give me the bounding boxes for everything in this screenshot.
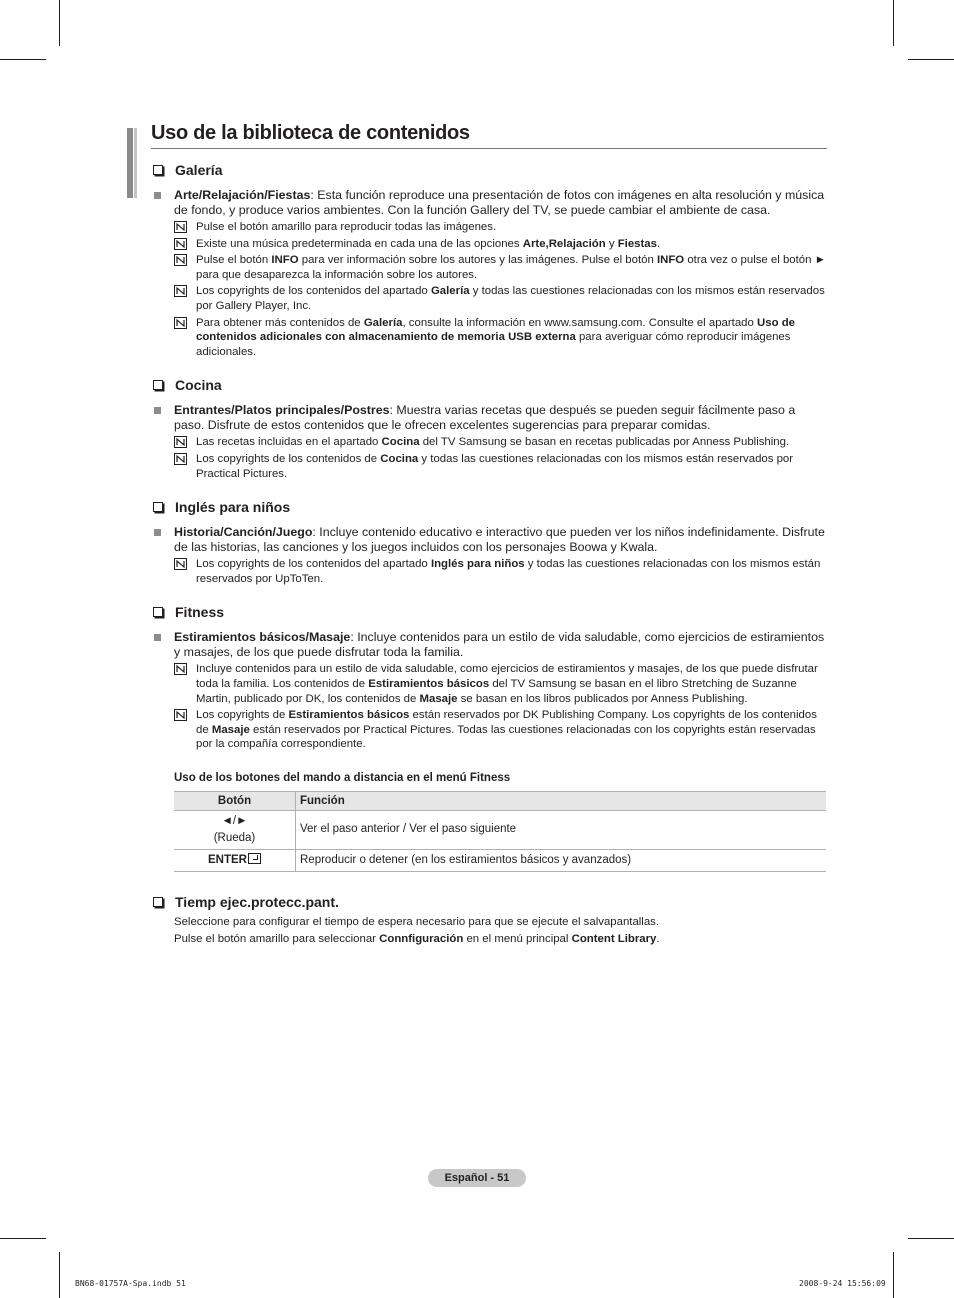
section-heading-text: Tiemp ejec.protecc.pant. <box>175 893 339 910</box>
note-text: y todas las cuestiones relacionadas con los mismos están reservados por Gallery Player, Inc. <box>196 285 825 312</box>
bullet-item <box>151 525 827 555</box>
note-icon <box>174 254 187 266</box>
note-bold: INFO <box>271 254 299 267</box>
crop-mark <box>908 1238 954 1239</box>
table-cell-function: Reproducir o detener (en los estiramientos básicos y avanzados) <box>296 849 827 871</box>
page-number-badge: Español - 51 <box>428 1169 526 1187</box>
note-text: del TV Samsung se basan en recetas publicadas por Anness Publishing. <box>419 436 790 449</box>
bullet-bold: Historia/Canción/Juego <box>174 525 313 540</box>
note-item <box>151 253 827 282</box>
table-header-row <box>174 791 826 810</box>
note-bold: Galería <box>430 285 470 298</box>
bullet-text: : Esta función reproduce una presentación de fotos con imágenes en alta resolución y música de fondo, y produce varios ambientes. Con la función Gallery del TV, se puede cambiar el ambiente de casa. <box>174 188 825 217</box>
arrow-buttons-label: ◄/► <box>221 814 248 827</box>
note-bold: Masaje <box>211 723 250 736</box>
bullet-item <box>151 403 827 433</box>
note-text: y todas las cuestiones relacionadas con los mismos están reservados por UpToTen. <box>196 558 821 585</box>
note-item <box>151 435 827 450</box>
note-item <box>151 237 827 252</box>
note-item <box>151 220 827 235</box>
bullet-text: : Incluye contenido educativo e interactivo que pueden ver los niños indefinidamente. Disfrute de las historias, las canciones y los juegos incluidos con los personajes Boowa y Kwala. <box>174 525 825 555</box>
table-cell-function: Ver el paso anterior / Ver el paso siguiente <box>296 810 827 849</box>
note-item <box>151 452 827 481</box>
note-text: Pulse el botón <box>196 254 272 267</box>
section-fitness <box>151 602 827 872</box>
crop-mark <box>0 59 46 60</box>
table-header-cell: Función <box>296 791 827 810</box>
square-bullet-icon <box>154 407 161 414</box>
checkbox-icon <box>153 897 163 907</box>
table-row <box>174 810 826 849</box>
section-cocina <box>151 375 827 481</box>
note-text: Existe una música predeterminada en cada una de las opciones <box>196 237 523 250</box>
note-icon <box>174 709 187 721</box>
note-text: , consulte la información en www.samsung.com. Consulte el apartado <box>402 316 758 329</box>
bullet-bold: Estiramientos básicos/Masaje <box>174 630 351 645</box>
note-text: Los copyrights de los contenidos de <box>196 452 381 465</box>
body-text-part: en el menú principal <box>463 932 572 945</box>
title-accent-bar <box>127 128 133 198</box>
note-text: Incluye contenidos para un estilo de vida saludable, como ejercicios de estiramientos y masajes, de los que puede disfrutar toda la familia. Los contenidos de <box>196 663 818 690</box>
note-text: para ver información sobre los autores y las imágenes. Pulse el botón <box>298 254 657 267</box>
title-accent-bar-light <box>134 128 137 198</box>
section-heading <box>151 602 827 622</box>
crop-mark <box>893 1252 894 1298</box>
note-text: están reservados por Practical Pictures. Todas las cuestiones relacionadas con los copyrights están reservadas por la compañía correspondiente. <box>196 723 816 751</box>
note-bold: Estiramientos básicos <box>368 677 490 690</box>
note-text: Para obtener más contenidos de <box>196 316 364 329</box>
bullet-text: : Incluye contenidos para un estilo de vida saludable, como ejercicios de estiramientos y masajes, de los que puede disfrutar toda la familia. <box>174 630 825 660</box>
note-text: para averiguar cómo reproducir imágenes adicionales. <box>196 331 791 358</box>
note-item <box>151 284 827 313</box>
note-bold: Masaje <box>419 692 458 705</box>
checkbox-icon <box>153 380 163 390</box>
section-heading-text: Fitness <box>175 604 225 621</box>
bullet-item <box>151 630 827 660</box>
note-icon <box>174 221 187 233</box>
checkbox-icon <box>153 607 163 617</box>
note-bold: Fiestas <box>617 237 657 250</box>
crop-mark <box>893 0 894 46</box>
enter-label: ENTER <box>208 853 247 866</box>
square-bullet-icon <box>154 529 161 536</box>
table-row <box>174 849 826 871</box>
section-heading <box>151 375 827 395</box>
note-text: Los copyrights de los contenidos del apartado <box>196 558 431 571</box>
note-item <box>151 708 827 752</box>
print-file-info: BN68-01757A-Spa.indb 51 <box>75 1279 186 1288</box>
page-title: Uso de la biblioteca de contenidos <box>151 122 827 149</box>
note-text: Los copyrights de <box>196 709 289 722</box>
note-bold: Galería <box>363 316 403 329</box>
section-heading-text: Inglés para niños <box>175 499 291 516</box>
section-heading <box>151 160 827 180</box>
body-text-part: . <box>656 932 660 945</box>
note-bold: Arte,Relajación <box>522 237 606 250</box>
body-text: Seleccione para configurar el tiempo de espera necesario para que se ejecute el salvapantallas. <box>174 915 660 928</box>
note-bold: Cocina <box>381 436 420 449</box>
bullet-bold: Entrantes/Platos principales/Postres <box>174 403 390 418</box>
note-icon <box>174 558 187 570</box>
body-bold: Content Library <box>571 932 657 945</box>
note-bold: INFO <box>656 254 685 267</box>
body-text <box>151 931 827 948</box>
table-header-cell: Botón <box>174 791 296 810</box>
checkbox-icon <box>153 502 163 512</box>
note-text: otra vez o pulse el botón ► para que desaparezca la información sobre los autores. <box>196 254 826 281</box>
note-text: se basan en los libros publicados por Anness Publishing. <box>457 692 748 705</box>
table-cell-button <box>174 849 296 871</box>
checkbox-icon <box>153 165 163 175</box>
note-bold: Cocina <box>380 452 419 465</box>
note-item <box>151 316 827 360</box>
section-heading-text: Galería <box>175 162 223 178</box>
note-icon <box>174 285 187 297</box>
wheel-label: (Rueda) <box>213 831 256 844</box>
note-icon <box>174 663 187 675</box>
bullet-item <box>151 188 827 218</box>
note-text: del TV Samsung se basan en el libro Stretching de Suzanne Martin, publicado por DK, los contenidos de <box>196 677 797 705</box>
table-cell-button <box>174 810 296 849</box>
crop-mark <box>908 59 954 60</box>
note-icon <box>174 436 187 448</box>
crop-mark <box>0 1238 46 1239</box>
section-ingles <box>151 497 827 586</box>
bullet-text: : Muestra varias recetas que después se pueden seguir fácilmente paso a paso. Disfrute de estos contenidos que le ofrecen excelentes sugerencias para preparar comidas. <box>174 403 796 433</box>
section-tiempo <box>151 892 827 948</box>
note-bold: Inglés para niños <box>430 558 525 571</box>
note-item <box>151 662 827 706</box>
note-text: Los copyrights de los contenidos del apartado <box>196 285 431 298</box>
enter-icon <box>248 853 261 864</box>
note-text: están reservados por DK Publishing Company. Los copyrights de los contenidos de <box>196 709 817 736</box>
section-heading <box>151 892 827 912</box>
section-heading-text: Cocina <box>175 377 222 394</box>
note-text: Las recetas incluidas en el apartado <box>196 436 382 449</box>
table-title: Uso de los botones del mando a distancia en el menú Fitness <box>174 771 511 784</box>
square-bullet-icon <box>154 192 161 199</box>
crop-mark <box>59 1252 60 1298</box>
note-icon <box>174 317 187 329</box>
note-item <box>151 557 827 586</box>
square-bullet-icon <box>154 634 161 641</box>
note-icon <box>174 238 187 250</box>
note-icon <box>174 453 187 465</box>
note-text: y <box>605 237 618 250</box>
bullet-bold: Arte/Relajación/Fiestas <box>174 188 311 202</box>
body-text-part: Pulse el botón amarillo para seleccionar <box>174 932 380 945</box>
crop-mark <box>59 0 60 46</box>
note-text: y todas las cuestiones relacionadas con los mismos están reservados por Practical Pictures. <box>196 452 794 480</box>
remote-buttons-table <box>174 791 826 872</box>
note-bold: Estiramientos básicos <box>288 709 410 722</box>
section-galeria <box>151 160 827 359</box>
body-bold: Connfiguración <box>379 932 464 945</box>
note-text: Pulse el botón amarillo para reproducir todas las imágenes. <box>196 221 497 233</box>
print-timestamp: 2008-9-24 15:56:09 <box>799 1279 886 1288</box>
section-heading <box>151 497 827 517</box>
main-content <box>151 160 827 964</box>
note-bold: Uso de contenidos adicionales con almacenamiento de memoria USB externa <box>196 316 795 344</box>
note-text: . <box>656 237 661 250</box>
